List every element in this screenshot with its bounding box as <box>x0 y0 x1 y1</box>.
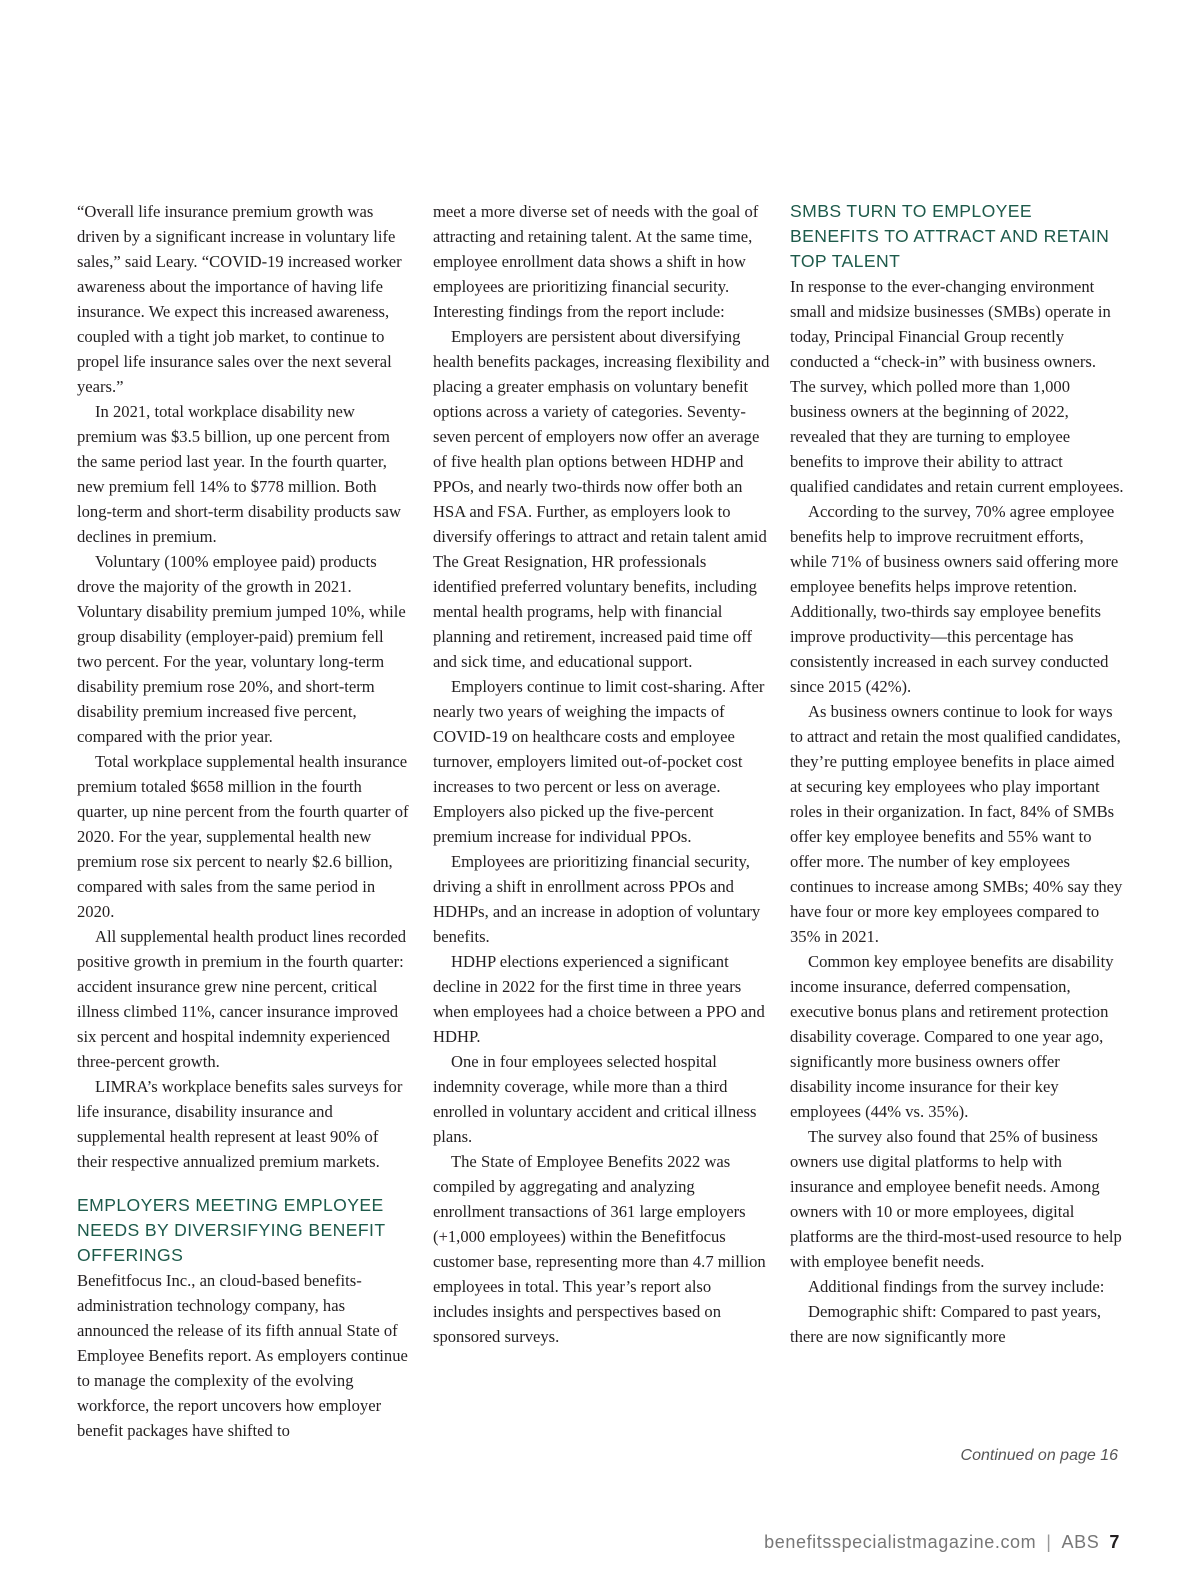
paragraph: All supplemental health product lines recorded positive growth in premium in the fourth quarter: accident insurance grew nine percent, critical illness climbed 11%, cancer insurance improved six percent and hospital indemnity experienced three-percent growth. <box>77 927 407 1071</box>
paragraph: In response to the ever-changing environment small and midsize businesses (SMBs) operate in today, Principal Financial Group recently conducted a “check-in” with business owners. The survey, which polled more than 1,000 business owners at the beginning of 2022, revealed that they are turning to employee benefits to improve their ability to attract qualified candidates and retain current employees. <box>790 277 1124 496</box>
paragraph: The survey also found that 25% of business owners use digital platforms to help with insurance and employee benefit needs. Among owners with 10 or more employees, digital platforms are the third-most-used resource to help with employee benefit needs. <box>790 1127 1122 1271</box>
paragraph: Additional findings from the survey include: <box>808 1277 1105 1296</box>
paragraph: Total workplace supplemental health insurance premium totaled $658 million in the fourth quarter, up nine percent from the fourth quarter of 2020. For the year, supplemental health new premium rose six percent to nearly $2.6 billion, compared with sales from the same period in 2020. <box>77 752 409 921</box>
paragraph: “Overall life insurance premium growth was driven by a significant increase in voluntary life sales,” said Leary. “COVID-19 increased worker awareness about the importance of having life insurance. We expect this increased awareness, coupled with a tight job market, to continue to propel life insurance sales over the next several years.” <box>77 202 402 396</box>
paragraph: As business owners continue to look for ways to attract and retain the most qualified candidates, they’re putting employee benefits in place aimed at securing key employees who play important roles in their organization. In fact, 84% of SMBs offer key employee benefits and 55% want to offer more. The number of key employees continues to increase among SMBs; 40% say they have four or more key employees compared to 35% in 2021. <box>790 702 1123 946</box>
paragraph: One in four employees selected hospital indemnity coverage, while more than a third enrolled in voluntary accident and critical illness plans. <box>433 1052 757 1146</box>
footer-separator: | <box>1046 1532 1052 1552</box>
paragraph: According to the survey, 70% agree employee benefits help to improve recruitment efforts, while 71% of business owners said offering more employee benefits helps improve retention. Additionally, two-thirds say employee benefits improve productivity—this percentage has consistently increased in each survey conducted since 2015 (42%). <box>790 502 1119 696</box>
section-heading: EMPLOYERS MEETING EMPLOYEE NEEDS BY DIVERSIFYING BENEFIT OFFERINGS <box>77 1195 386 1265</box>
article-column-3 <box>790 199 1124 1349</box>
paragraph: Common key employee benefits are disability income insurance, deferred compensation, executive bonus plans and retirement protection disability coverage. Compared to one year ago, significantly more business owners offer disability income insurance for their key employees (44% vs. 35%). <box>790 952 1114 1121</box>
paragraph: HDHP elections experienced a significant decline in 2022 for the first time in three years when employees had a choice between a PPO and HDHP. <box>433 952 765 1046</box>
article-column-1 <box>77 199 411 1443</box>
paragraph: Voluntary (100% employee paid) products drove the majority of the growth in 2021. Voluntary disability premium jumped 10%, while group disability (employer-paid) premium fell two percent. For the year, voluntary long-term disability premium rose 20%, and short-term disability premium increased five percent, compared with the prior year. <box>77 552 406 746</box>
paragraph: The State of Employee Benefits 2022 was compiled by aggregating and analyzing enrollment transactions of 361 large employers (+1,000 employees) within the Benefitfocus customer base, representing more than 4.7 million employees in total. This year’s report also includes insights and perspectives based on sponsored surveys. <box>433 1152 766 1346</box>
page-number: 7 <box>1109 1532 1120 1552</box>
paragraph: Employers are persistent about diversifying health benefits packages, increasing flexibility and placing a greater emphasis on voluntary benefit options across a variety of categories. Seventy-seven percent of employers now offer an average of five health plan options between HDHP and PPOs, and nearly two-thirds now offer both an HSA and FSA. Further, as employers look to diversify offerings to attract and retain talent amid The Great Resignation, HR professionals identified preferred voluntary benefits, including mental health programs, help with financial planning and retirement, increased paid time off and sick time, and educational support. <box>433 327 770 671</box>
article-column-2 <box>433 199 770 1349</box>
page-footer <box>764 1532 1120 1553</box>
paragraph: In 2021, total workplace disability new premium was $3.5 billion, up one percent from the same period last year. In the fourth quarter, new premium fell 14% to $778 million. Both long-term and short-term disability products saw declines in premium. <box>77 402 401 546</box>
continued-note: Continued on page 16 <box>960 1447 1118 1464</box>
footer-site: benefitsspecialistmagazine.com <box>764 1532 1037 1552</box>
paragraph: meet a more diverse set of needs with the goal of attracting and retaining talent. At the same time, employee enrollment data shows a shift in how employees are prioritizing financial security. Interesting findings from the report include: <box>433 202 759 321</box>
paragraph: LIMRA’s workplace benefits sales surveys for life insurance, disability insurance and supplemental health represent at least 90% of their respective annualized premium markets. <box>77 1077 403 1171</box>
section-heading: SMBS TURN TO EMPLOYEE BENEFITS TO ATTRACT AND RETAIN TOP TALENT <box>790 201 1110 271</box>
paragraph: Demographic shift: Compared to past years, there are now significantly more <box>790 1302 1102 1346</box>
paragraph: Employees are prioritizing financial security, driving a shift in enrollment across PPOs and HDHPs, and an increase in adoption of voluntary benefits. <box>433 852 761 946</box>
paragraph: Employers continue to limit cost-sharing. After nearly two years of weighing the impacts of COVID-19 on healthcare costs and employee turnover, employers limited out-of-pocket cost increases to two percent or less on average. Employers also picked up the five-percent premium increase for individual PPOs. <box>433 677 765 846</box>
paragraph: Benefitfocus Inc., an cloud-based benefits-administration technology company, has announced the release of its fifth annual State of Employee Benefits report. As employers continue to manage the complexity of the evolving workforce, the report uncovers how employer benefit packages have shifted to <box>77 1271 408 1440</box>
footer-magazine: ABS <box>1061 1532 1100 1552</box>
